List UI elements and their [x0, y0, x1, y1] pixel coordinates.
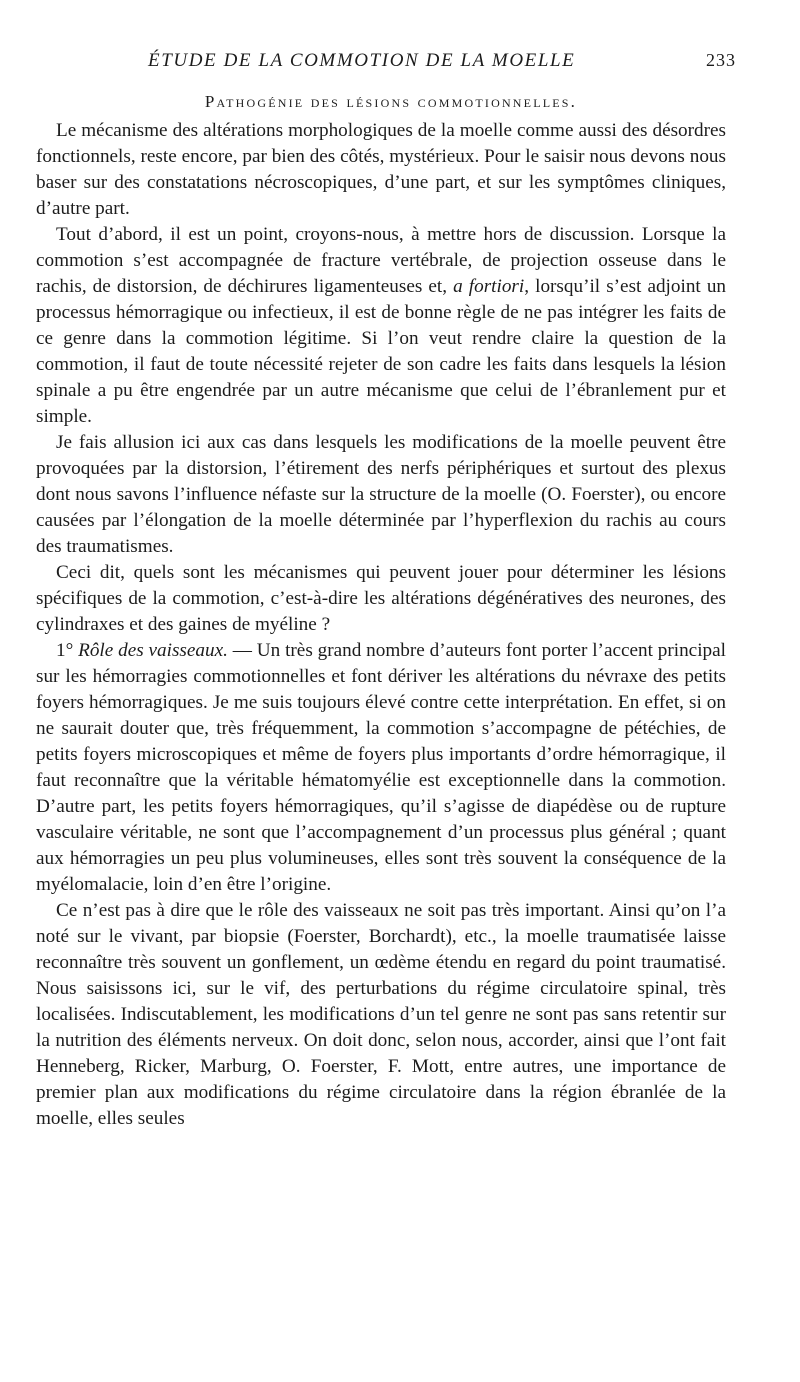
paragraph-exclusion — [36, 222, 726, 430]
book-page — [36, 50, 736, 1132]
latin-phrase: a fortiori — [453, 276, 525, 297]
paragraph-exclusion-text-a: Tout d’abord, il est un point, croyons-nous, à mettre hors de discussion. Lorsque la commotion s’est accompagnée de fracture vertébrale, de projection osseuse dans le rachis, de distorsion, de déchirures ligamenteuses et, — [36, 224, 726, 297]
item-number: 1° — [56, 640, 79, 661]
running-header — [36, 50, 736, 74]
paragraph-mechanism: Le mécanisme des altérations morphologiques de la moelle comme aussi des désordres fonctionnels, reste encore, par bien des côtés, mystérieux. Pour le saisir nous devons nous baser sur des constatations nécroscopiques, d’une part, et sur les symptômes cliniques, d’autre part. — [36, 120, 726, 219]
paragraph-vessels-role — [36, 638, 726, 898]
running-title: ÉTUDE DE LA COMMOTION DE LA MOELLE — [148, 50, 576, 71]
subsection-heading: Rôle des vaisseaux. — [78, 640, 228, 661]
paragraph-allusion: Je fais allusion ici aux cas dans lesquels les modifications de la moelle peuvent être provoquées par la distorsion, l’étirement des nerfs périphériques et surtout des plexus dont nous savons l’influence néfaste sur la structure de la moelle (O. Foerster), ou encore causées par l’élongation de la moelle déterminée par l’hyperflexion du rachis au cours des traumatismes. — [36, 432, 726, 557]
page-number: 233 — [706, 50, 736, 70]
paragraph-vessels-text: — Un très grand nombre d’auteurs font porter l’accent principal sur les hémorragies commotionnelles et font dériver les altérations du névraxe des petits foyers hémorragiques. Je me suis toujours élevé contre cette interprétation. En effet, si on ne saurait douter que, très fréquemment, la commotion s’accompagne de pétéchies, de petits foyers microscopiques et même de foyers plus importants d’ordre hémorragique, il faut reconnaître que la véritable hématomyélie est exceptionnelle dans la commotion. D’autre part, les petits foyers hémorragiques, qu’il s’agisse de diapédèse ou de rupture vasculaire véritable, ne sont que l’accompagnement d’un processus plus général ; quant aux hémorragies un peu plus volumineuses, elles sont très souvent la conséquence de la myélomalacie, loin d’en être l’origine. — [36, 640, 726, 895]
section-title: Pathogénie des lésions commotionnelles. — [204, 92, 578, 111]
paragraph-circulation: Ce n’est pas à dire que le rôle des vaisseaux ne soit pas très important. Ainsi qu’on l’a noté sur le vivant, par biopsie (Foerster, Borchardt), etc., la moelle traumatisée laisse reconnaître très souvent un gonflement, un œdème étendu en regard du point traumatisé. Nous saisissons ici, sur le vif, des perturbations du régime circulatoire spinal, très localisées. Indiscutablement, les modifications d’un tel genre ne sont pas sans retentir sur la nutrition des éléments nerveux. On doit donc, selon nous, accorder, ainsi que l’ont fait Henneberg, Ricker, Marburg, O. Foerster, F. Mott, entre autres, une importance de premier plan aux modifications du régime circulatoire dans la région ébranlée de la moelle, elles seules — [36, 900, 726, 1129]
paragraph-exclusion-text-b: , lorsqu’il s’est adjoint un processus hémorragique ou infectieux, il est de bonne règle de ne pas intégrer les faits de ce genre dans la commotion légitime. Si l’on veut rendre claire la question de la commotion, il faut de toute nécessité rejeter de son cadre les faits dans lesquels la lésion spinale a pu être engendrée par un autre mécanisme que celui de l’ébranlement pur et simple. — [36, 276, 727, 427]
paragraph-question: Ceci dit, quels sont les mécanismes qui peuvent jouer pour déterminer les lésions spécifiques de la commotion, c’est-à-dire les altérations dégénératives des neurones, des cylindraxes et des gaines de myéline ? — [36, 562, 726, 635]
